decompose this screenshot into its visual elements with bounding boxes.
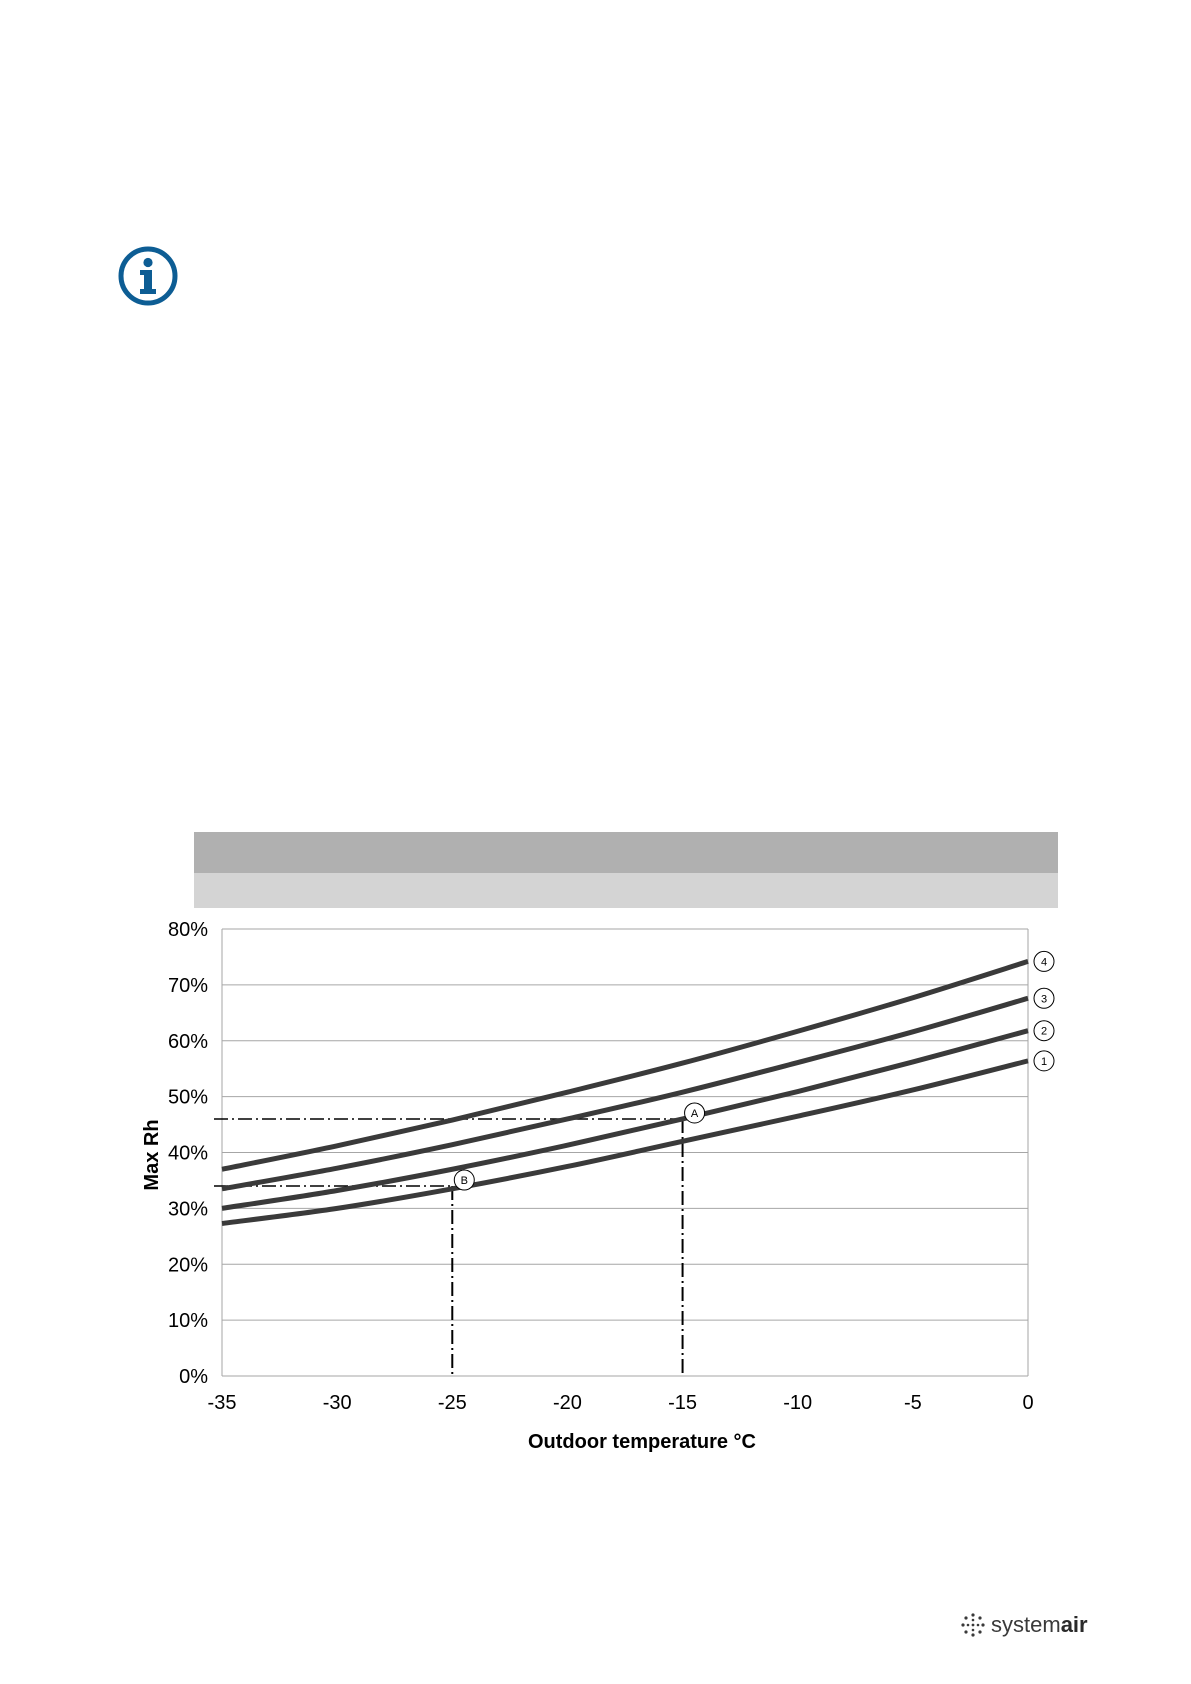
x-tick-label: -25: [437, 1392, 467, 1414]
logo-text-light: system: [991, 1612, 1061, 1637]
x-tick-label: -20: [552, 1392, 582, 1414]
y-tick-label: 30%: [167, 1198, 208, 1221]
x-tick-label: -30: [322, 1392, 352, 1414]
series-label-4: 4: [1040, 956, 1048, 969]
series-label-1: 1: [1040, 1055, 1048, 1068]
x-tick-label: -10: [783, 1392, 813, 1414]
y-tick-label: 40%: [167, 1142, 208, 1165]
logo-text-bold: air: [1060, 1612, 1088, 1637]
x-tick-label: 0: [1022, 1392, 1034, 1414]
systemair-logo: [960, 1608, 1088, 1642]
y-tick-label: 50%: [167, 1086, 208, 1109]
y-axis-title: Max Rh: [141, 1119, 163, 1191]
y-tick-label: 70%: [167, 974, 208, 997]
y-tick-label: 20%: [167, 1254, 208, 1277]
series-layer: [222, 961, 1028, 1223]
y-tick-label: 10%: [167, 1310, 208, 1333]
x-tick-label: -35: [207, 1392, 237, 1414]
annotation-label-B: B: [460, 1175, 468, 1188]
x-tick-label: -5: [903, 1392, 922, 1414]
annotation-label-A: A: [690, 1107, 699, 1120]
x-axis-title: Outdoor temperature °C: [527, 1431, 757, 1453]
logo-mark-icon: [960, 1612, 986, 1638]
series-label-2: 2: [1040, 1025, 1048, 1038]
series-label-3: 3: [1040, 993, 1048, 1006]
x-tick-label: -15: [668, 1392, 698, 1414]
y-tick-label: 80%: [167, 919, 208, 941]
logo-text: [991, 1612, 1088, 1638]
y-tick-label: 0%: [179, 1366, 208, 1388]
y-tick-label: 60%: [167, 1030, 208, 1053]
